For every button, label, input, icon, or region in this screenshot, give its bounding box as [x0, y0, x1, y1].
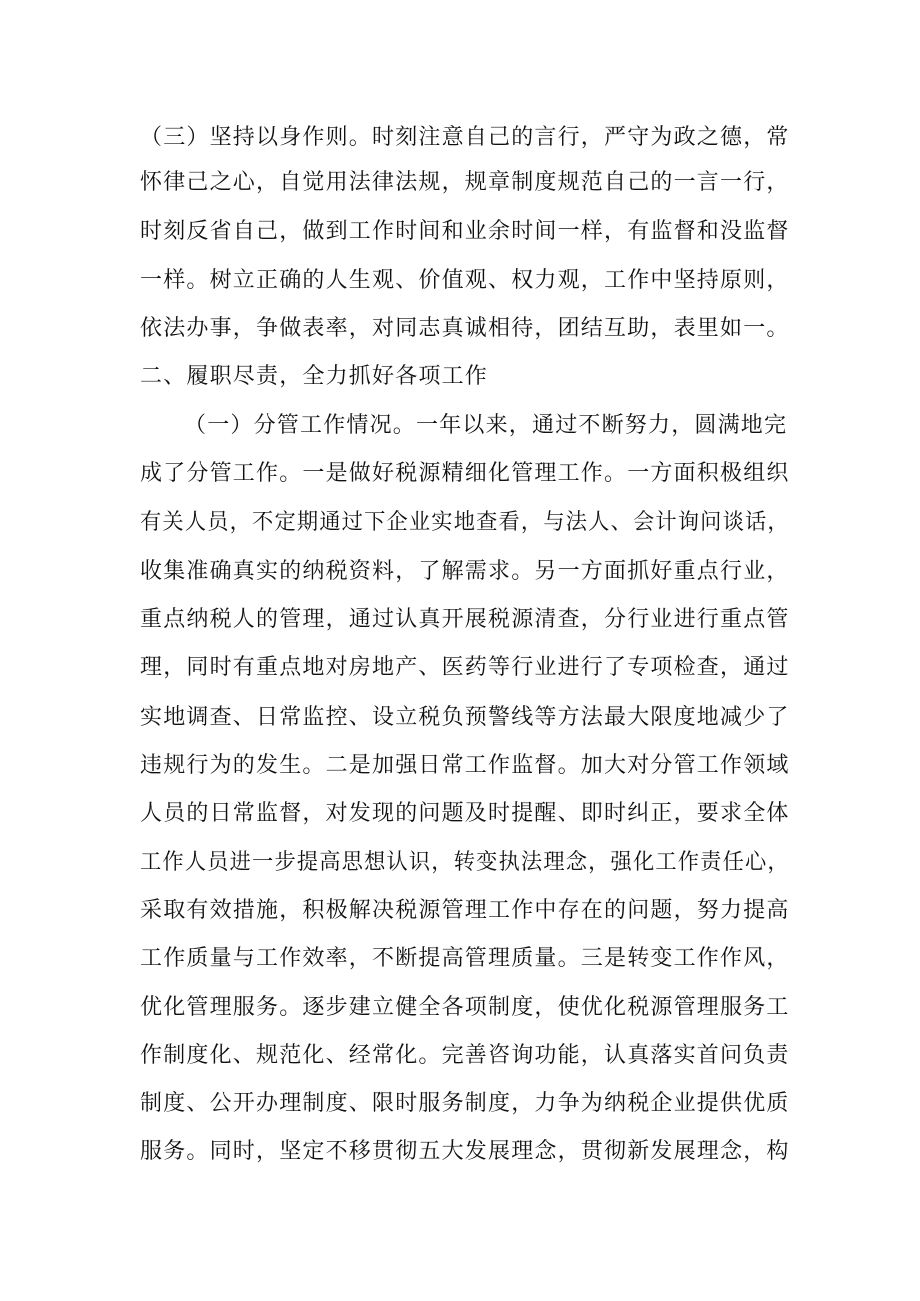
paragraph-3-line-1: （三）坚持以身作则。时刻注意自己的言行，严守为政之德，常: [140, 125, 790, 150]
paragraph-1-line-7: 实地调查、日常监控、设立税负预警线等方法最大限度地减少了: [140, 705, 790, 730]
paragraph-1-line-6: 理，同时有重点地对房地产、医药等行业进行了专项检查，通过: [140, 655, 790, 680]
paragraph-1-line-13: 优化管理服务。逐步建立健全各项制度，使优化税源管理服务工: [140, 995, 790, 1020]
paragraph-1-line-4: 收集准确真实的纳税资料，了解需求。另一方面抓好重点行业，: [140, 559, 790, 584]
paragraph-1-line-8: 违规行为的发生。二是加强日常工作监督。加大对分管工作领域: [140, 753, 790, 778]
paragraph-1-line-15: 制度、公开办理制度、限时服务制度，力争为纳税企业提供优质: [140, 1091, 790, 1116]
paragraph-1-line-14: 作制度化、规范化、经常化。完善咨询功能，认真落实首问负责: [140, 1043, 790, 1068]
paragraph-3-line-5: 依法办事，争做表率，对同志真诚相待，团结互助，表里如一。: [140, 316, 790, 341]
paragraph-1-line-1: （一）分管工作情况。一年以来，通过不断努力，圆满地完: [184, 413, 788, 438]
paragraph-1-line-2: 成了分管工作。一是做好税源精细化管理工作。一方面积极组织: [140, 461, 790, 486]
paragraph-3-line-4: 一样。树立正确的人生观、价值观、权力观，工作中坚持原则，: [140, 268, 790, 293]
paragraph-1-line-9: 人员的日常监督，对发现的问题及时提醒、即时纠正，要求全体: [140, 801, 790, 826]
paragraph-3-line-3: 时刻反省自己，做到工作时间和业余时间一样，有监督和没监督: [140, 219, 790, 244]
paragraph-1-line-16: 服务。同时，坚定不移贯彻五大发展理念，贯彻新发展理念，构: [140, 1139, 790, 1164]
paragraph-1-line-3: 有关人员，不定期通过下企业实地查看，与法人、会计询问谈话，: [140, 510, 790, 535]
paragraph-3-line-2: 怀律己之心，自觉用法律法规，规章制度规范自己的一言一行，: [140, 170, 790, 195]
paragraph-1-line-10: 工作人员进一步提高思想认识，转变执法理念，强化工作责任心，: [140, 850, 790, 875]
paragraph-1-line-11: 采取有效措施，积极解决税源管理工作中存在的问题，努力提高: [140, 898, 790, 923]
paragraph-1-line-12: 工作质量与工作效率，不断提高管理质量。三是转变工作作风，: [140, 946, 790, 971]
section-heading: 二、履职尽责，全力抓好各项工作: [140, 364, 489, 389]
paragraph-1-line-5: 重点纳税人的管理，通过认真开展税源清查，分行业进行重点管: [140, 607, 790, 632]
